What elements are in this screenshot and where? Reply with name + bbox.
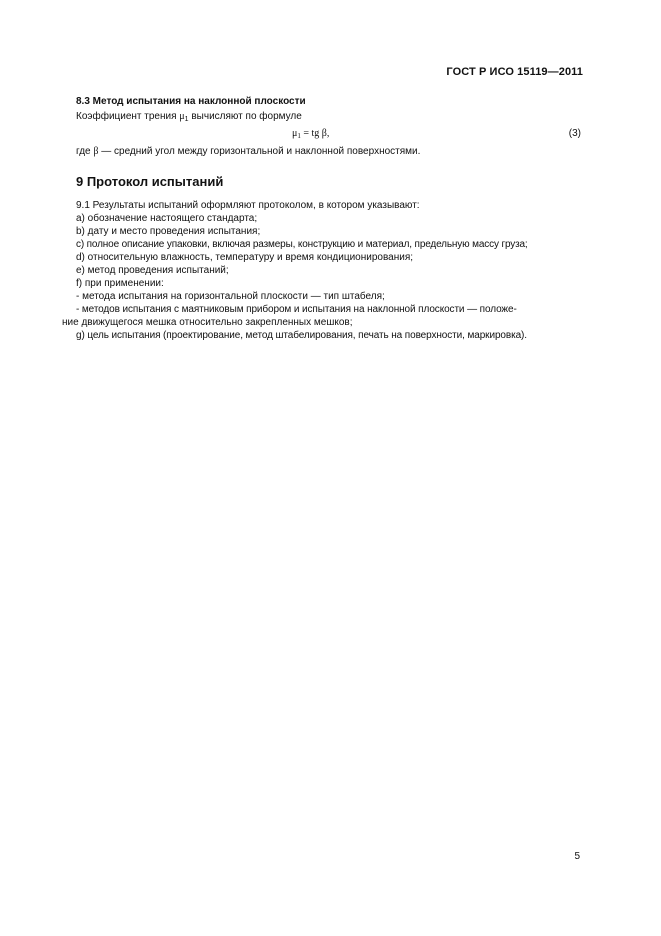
protocol-line: g) цель испытания (проектирование, метод штабелирования, печать на поверхности, маркировка). xyxy=(76,330,527,341)
protocol-line: c) полное описание упаковки, включая размеры, конструкцию и материал, предельную массу груза; xyxy=(76,239,528,250)
protocol-line: b) дату и место проведения испытания; xyxy=(76,226,261,237)
where-prefix: где xyxy=(76,146,94,157)
friction-intro-line xyxy=(76,111,302,126)
protocol-line: ние движущегося мешка относительно закрепленных мешков; xyxy=(62,317,353,328)
protocol-line: a) обозначение настоящего стандарта; xyxy=(76,213,258,224)
formula-rest: = tg β, xyxy=(300,128,330,139)
standard-header: ГОСТ Р ИСО 15119—2011 xyxy=(446,66,583,78)
section-9-heading: 9 Протокол испытаний xyxy=(76,174,224,189)
section-8-3-heading: 8.3 Метод испытания на наклонной плоскости xyxy=(76,96,306,107)
protocol-line: - метода испытания на горизонтальной плоскости — тип штабеля; xyxy=(76,291,385,302)
where-line xyxy=(76,146,420,158)
friction-intro-before: Коэффициент трения xyxy=(76,111,180,122)
protocol-line: - методов испытания с маятниковым прибором и испытания на наклонной плоскости — положе- xyxy=(76,304,517,315)
protocol-line: 9.1 Результаты испытаний оформляют протоколом, в котором указывают: xyxy=(76,200,420,211)
protocol-line: f) при применении: xyxy=(76,278,164,289)
mu-symbol: μ xyxy=(179,111,185,122)
equation-number: (3) xyxy=(568,128,581,139)
formula-subscript: 1 xyxy=(297,132,301,140)
where-rest: — средний угол между горизонтальной и наклонной поверхностями. xyxy=(98,146,421,157)
page-number: 5 xyxy=(574,851,580,862)
protocol-line: e) метод проведения испытаний; xyxy=(76,265,229,276)
protocol-line: d) относительную влажность, температуру и время кондиционирования; xyxy=(76,252,414,263)
formula-mu: μ xyxy=(292,128,298,139)
mu-subscript: 1 xyxy=(184,116,189,123)
beta-symbol: β xyxy=(93,146,99,157)
friction-intro-after: вычисляют по формуле xyxy=(188,111,302,122)
friction-formula xyxy=(292,128,329,140)
